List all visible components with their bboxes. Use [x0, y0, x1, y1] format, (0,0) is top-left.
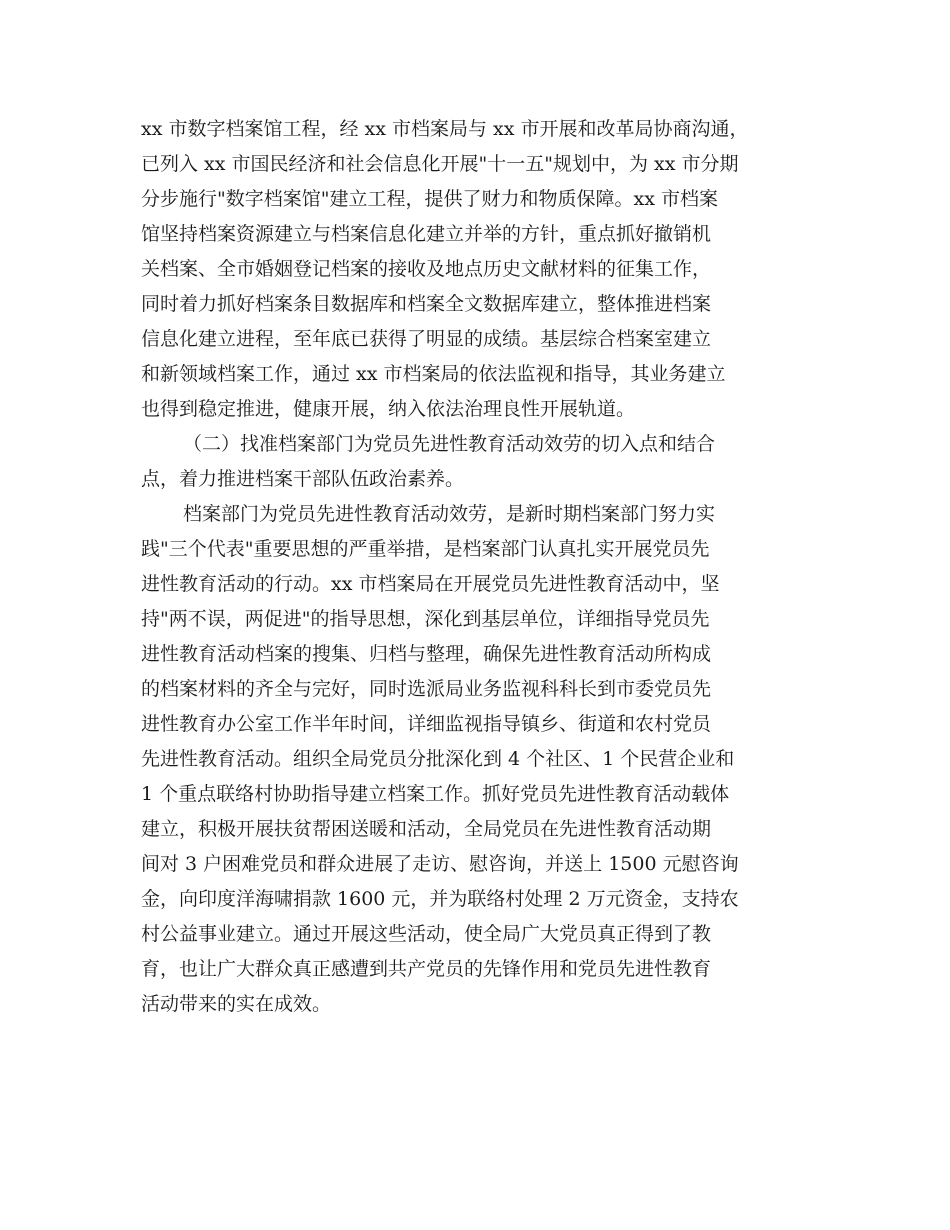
text-line: 关档案、全市婚姻登记档案的接收及地点历史文献材料的征集工作， [141, 258, 712, 280]
text-line: 馆坚持档案资源建立与档案信息化建立并举的方针，重点抓好撤销机 [141, 223, 712, 245]
text-line: 同时着力抓好档案条目数据库和档案全文数据库建立，整体推进档案 [141, 293, 712, 315]
text-line: 和新领域档案工作，通过 xx 市档案局的依法监视和指导，其业务建立 [141, 363, 726, 385]
section-heading-line: （二）找准档案部门为党员先进性教育活动效劳的切入点和结合 [183, 433, 716, 455]
text-line: 间对 3 户困难党员和群众进展了走访、慰咨询，并送上 1500 元慰咨询 [141, 853, 739, 875]
text-line: 活动带来的实在成效。 [141, 993, 332, 1015]
text-line: xx 市数字档案馆工程，经 xx 市档案局与 xx 市开展和改革局协商沟通， [141, 118, 749, 140]
text-line: 建立，积极开展扶贫帮困送暖和活动，全局党员在先进性教育活动期 [141, 818, 712, 840]
text-line: 进性教育活动的行动。xx 市档案局在开展党员先进性教育活动中，坚 [141, 573, 720, 595]
text-line: 进性教育活动档案的搜集、归档与整理，确保先进性教育活动所构成 [141, 643, 712, 665]
section-heading-line: 点，着力推进档案干部队伍政治素养。 [141, 468, 465, 490]
text-line: 也得到稳定推进，健康开展，纳入依法治理良性开展轨道。 [141, 398, 636, 420]
text-line: 已列入 xx 市国民经济和社会信息化开展"十一五"规划中，为 xx 市分期 [141, 153, 739, 175]
text-line: 分步施行"数字档案馆"建立工程，提供了财力和物质保障。xx 市档案 [141, 188, 718, 210]
text-line: 金，向印度洋海啸捐款 1600 元，并为联络村处理 2 万元资金，支持农 [141, 888, 739, 910]
text-line: 先进性教育活动。组织全局党员分批深化到 4 个社区、1 个民营企业和 [141, 748, 735, 770]
text-line: 的档案材料的齐全与完好，同时选派局业务监视科科长到市委党员先 [141, 678, 712, 700]
text-line: 1 个重点联络村协助指导建立档案工作。抓好党员先进性教育活动载体 [141, 783, 730, 805]
text-line: 档案部门为党员先进性教育活动效劳，是新时期档案部门努力实 [183, 503, 716, 525]
text-line: 践"三个代表"重要思想的严重举措，是档案部门认真扎实开展党员先 [141, 538, 710, 560]
text-line: 村公益事业建立。通过开展这些活动，使全局广大党员真正得到了教 [141, 923, 712, 945]
text-line: 信息化建立进程，至年底已获得了明显的成绩。基层综合档案室建立 [141, 328, 712, 350]
text-line: 进性教育办公室工作半年时间，详细监视指导镇乡、街道和农村党员 [141, 713, 712, 735]
text-line: 持"两不误，两促进"的指导思想，深化到基层单位，详细指导党员先 [141, 608, 710, 630]
document-body [141, 112, 821, 1022]
text-line: 育，也让广大群众真正感遭到共产党员的先锋作用和党员先进性教育 [141, 958, 712, 980]
